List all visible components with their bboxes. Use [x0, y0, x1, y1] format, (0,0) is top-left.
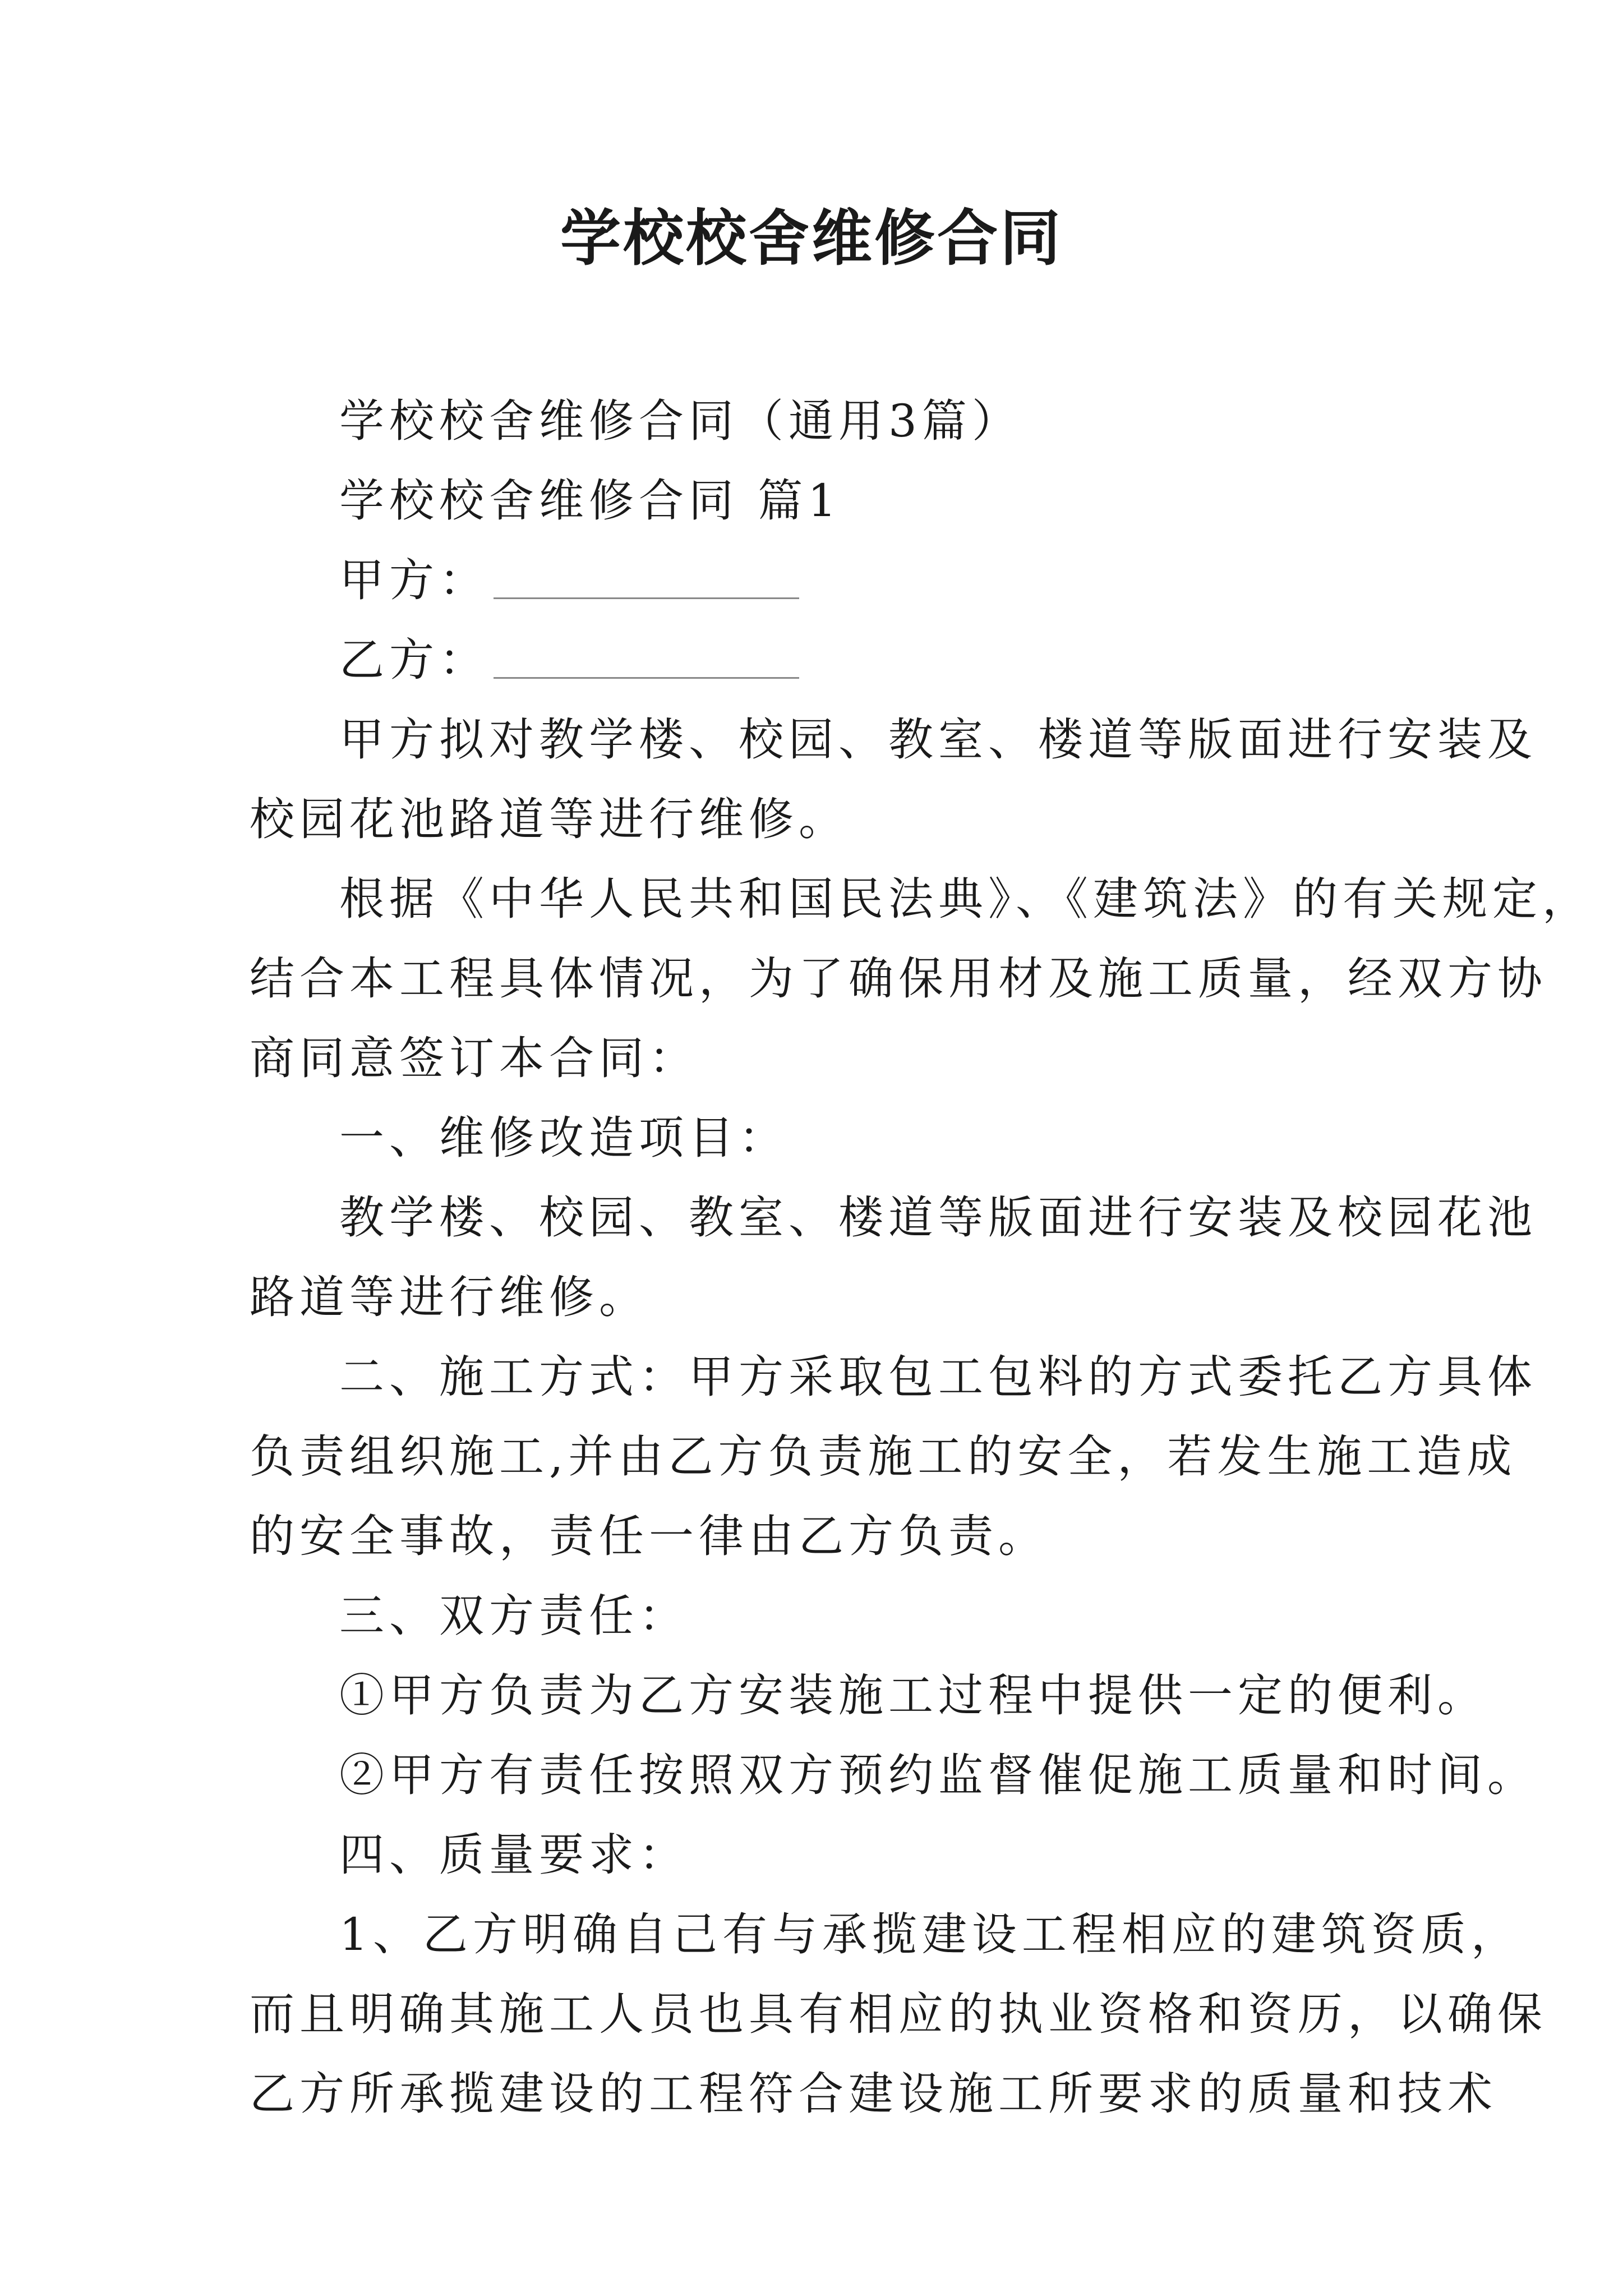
document-subtitle: 学校校舍维修合同（通用3篇）: [339, 395, 1022, 447]
paragraph-line: 二、施工方式：甲方采取包工包料的方式委托乙方具体: [339, 1351, 1537, 1403]
paragraph-line: 路道等进行维修。: [250, 1271, 649, 1323]
paragraph-line: 商同意签订本合同：: [250, 1032, 699, 1084]
document-body: [250, 381, 1592, 2134]
clause-heading: 三、双方责任：: [339, 1590, 689, 1642]
paragraph-line: ②甲方有责任按照双方预约监督催促施工质量和时间。: [339, 1749, 1537, 1801]
paragraph-line: 根据《中华人民共和国民法典》、《建筑法》的有关规定，: [339, 873, 1592, 925]
paragraph-line: 甲方拟对教学楼、校园、教室、楼道等版面进行安装及: [339, 714, 1537, 766]
party-a-label: 甲方：: [339, 554, 489, 606]
party-b-blank: [494, 634, 799, 679]
paragraph-line: 教学楼、校园、教室、楼道等版面进行安装及校园花池: [339, 1191, 1537, 1244]
paragraph-line: 结合本工程具体情况，为了确保用材及施工质量，经双方协: [250, 953, 1547, 1005]
paragraph-line: 1、乙方明确自己有与承揽建设工程相应的建筑资质，: [339, 1908, 1521, 1961]
paragraph-line: 的安全事故，责任一律由乙方负责。: [250, 1510, 1048, 1562]
party-b-label: 乙方：: [339, 634, 489, 686]
clause-heading: 四、质量要求：: [339, 1829, 689, 1881]
paragraph-line: 负责组织施工,并由乙方负责施工的安全，若发生施工造成: [250, 1430, 1517, 1483]
party-a-blank: [494, 555, 799, 599]
party-b-line: [250, 620, 1391, 700]
paragraph-line: 校园花池路道等进行维修。: [250, 793, 849, 845]
paragraph-line: ①甲方负责为乙方安装施工过程中提供一定的便利。: [339, 1669, 1487, 1722]
paragraph-line: 而且明确其施工人员也具有相应的执业资格和资历，以确保: [250, 1988, 1547, 2040]
party-a-line: [250, 541, 1391, 620]
paragraph-line: 乙方所承揽建设的工程符合建设施工所要求的质量和技术: [250, 2068, 1497, 2120]
clause-heading: 一、维修改造项目：: [339, 1112, 789, 1164]
section-heading: 学校校舍维修合同 篇1: [339, 475, 842, 527]
document-title: 学校校舍维修合同: [560, 203, 1063, 274]
